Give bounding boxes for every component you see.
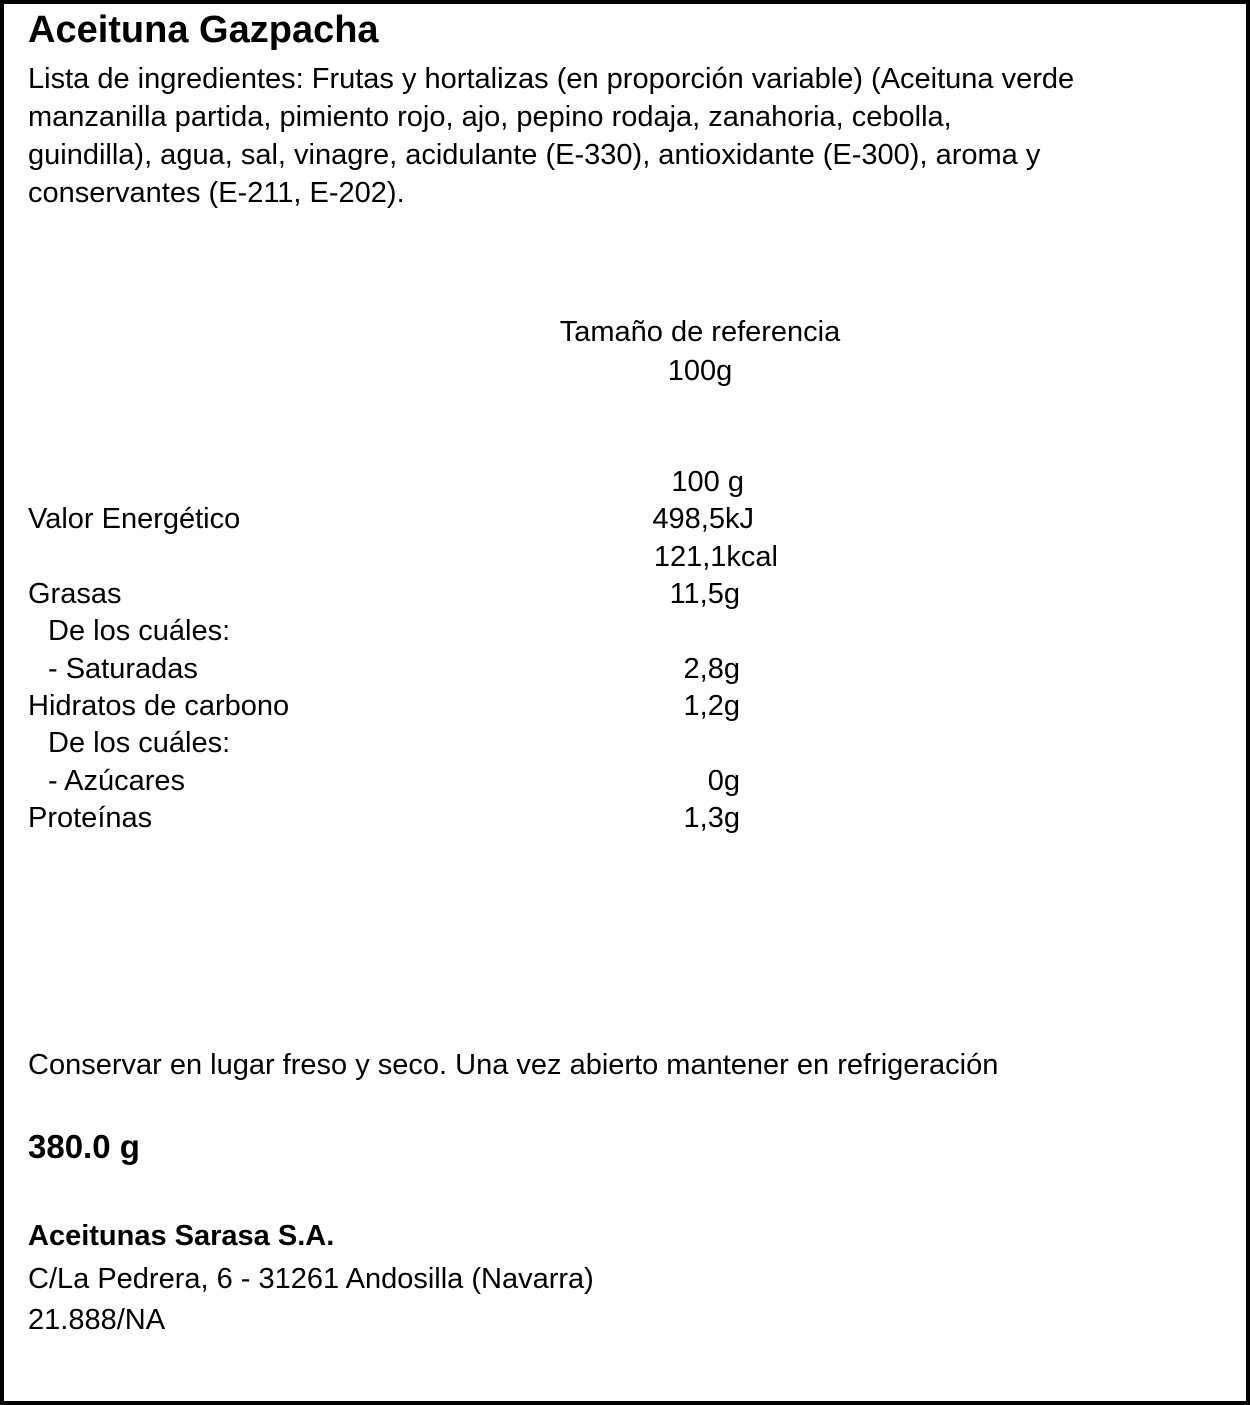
storage-instructions: Conservar en lugar freso y seco. Una vez abierto mantener en refrigeración (28, 1049, 999, 1081)
reference-size-label: Tamaño de referencia (559, 316, 841, 348)
manufacturer-name: Aceitunas Sarasa S.A. (28, 1220, 335, 1252)
nutrition-row-value: 0g (707, 765, 740, 797)
nutrition-row-label: Grasas (28, 578, 122, 610)
nutrition-row-value: 121,1kcal (653, 541, 778, 573)
registry-number: 21.888/NA (28, 1304, 166, 1336)
nutrition-row-label: De los cuáles: (48, 727, 231, 759)
nutrition-row-value: 1,3g (683, 802, 740, 834)
reference-size-amount: 100g (667, 355, 733, 387)
manufacturer-address: C/La Pedrera, 6 - 31261 Andosilla (Navarra) (28, 1263, 594, 1295)
nutrition-row-label: Valor Energético (28, 503, 241, 535)
nutrition-row-label: De los cuáles: (48, 615, 231, 647)
nutrition-row-label: Hidratos de carbono (28, 690, 290, 722)
ingredients-line: conservantes (E-211, E-202). (28, 177, 405, 209)
nutrition-row-label: - Saturadas (48, 653, 198, 685)
net-weight: 380.0 g (28, 1128, 140, 1165)
nutrition-row-label: - Azúcares (48, 765, 185, 797)
nutrition-row-value: 498,5kJ (652, 503, 754, 535)
ingredients-line: Lista de ingredientes: Frutas y hortalizas (en proporción variable) (Aceituna verde (28, 63, 1075, 95)
nutrition-column-header: 100 g (671, 466, 744, 498)
nutrition-row-value: 2,8g (683, 653, 740, 685)
ingredients-list (28, 60, 1208, 212)
nutrition-row-label: Proteínas (28, 802, 153, 834)
nutrition-row-value: 11,5g (669, 578, 740, 610)
ingredients-line: manzanilla partida, pimiento rojo, ajo, pepino rodaja, zanahoria, cebolla, (28, 101, 952, 133)
nutrition-row-value: 1,2g (683, 690, 740, 722)
product-title: Aceituna Gazpacha (28, 9, 379, 51)
ingredients-line: guindilla), agua, sal, vinagre, acidulante (E-330), antioxidante (E-300), aroma y (28, 139, 1041, 171)
